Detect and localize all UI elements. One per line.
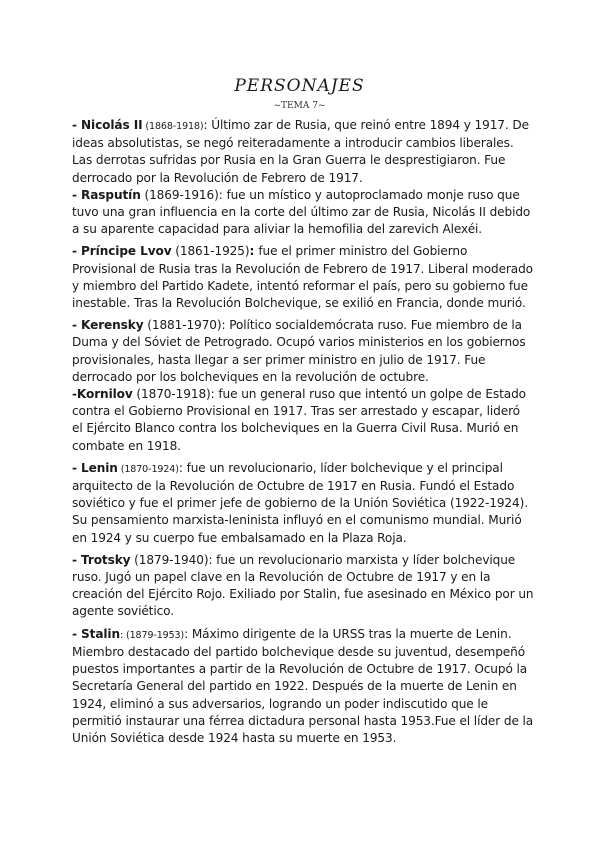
entry-separator: : xyxy=(221,318,230,333)
entry-text: Político socialdemócrata ruso. Fue miembro de la Duma y del Sóviet de Petrogrado. Ocupó varios ministerios en los gobiernos provisionales, hasta llegar a ser primer ministro en julio de 1917. Fue derrocado por los bolcheviques en la revolución de octubre. xyxy=(72,318,526,384)
entry-kerensky xyxy=(72,317,534,386)
entry-name: Rasputín xyxy=(81,187,141,202)
entry-separator: : xyxy=(178,460,187,475)
entry-prefix: - xyxy=(72,244,82,259)
entry-trotsky xyxy=(72,552,534,621)
entry-principe-lvov xyxy=(72,243,534,312)
page-title: PERSONAJES xyxy=(234,76,365,96)
entry-separator: : xyxy=(184,626,192,641)
entry-text: Máximo dirigente de la URSS tras la muerte de Lenin. Miembro destacado del partido bolchevique desde su juventud, desempeñó puestos importantes a partir de la Revolución de Octubre de 1917. Ocupó la Secretaría General del partido en 1922. Después de la muerte de Lenin en 1924, eliminó a sus adversarios, logrando un poder indiscutido que le permitió instaurar una férrea dictadura personal hasta 1953.Fue el líder de la Unión Soviética desde 1924 hasta su muerte en 1953. xyxy=(72,626,534,745)
entry-prefix: - xyxy=(72,118,82,132)
entry-name: Stalin xyxy=(81,626,120,641)
entry-text: fue un revolucionario, líder bolchevique y el principal arquitecto de la Revolución de Octubre de 1917 en Rusia. Fundó el Estado soviético y fue el primer jefe de gobierno de la Unión Soviética (1922-1924). Su pensamiento marxista-leninista influyó en el comunismo mundial. Murió en 1924 y su cuerpo fue embalsamado en la Plaza Roja. xyxy=(72,460,528,545)
entry-separator: : xyxy=(208,552,217,567)
entry-prefix: - xyxy=(72,187,82,202)
document-body xyxy=(72,117,534,747)
entry-dates: (1881-1970) xyxy=(143,318,222,333)
entry-stalin xyxy=(72,626,534,747)
entry-separator: : xyxy=(203,118,212,132)
entry-prefix: - xyxy=(72,626,82,641)
entry-dates: (1868-1918) xyxy=(142,121,204,132)
entry-kornilov xyxy=(72,386,534,455)
entry-prefix: - xyxy=(72,552,82,567)
entry-separator: : xyxy=(249,244,259,259)
entry-text: fue un místico y autoproclamado monje ruso que tuvo una gran influencia en la corte del último zar de Rusia, Nicolás II debido a su aparente capacidad para aliviar la hemofilia del zarevich Alexéi. xyxy=(72,187,531,237)
entry-name: Nicolás II xyxy=(81,118,143,132)
entry-text: fue un general ruso que intentó un golpe de Estado contra el Gobierno Provisional en 1917. Tras ser arrestado y escapar, lideró el Ejército Blanco contra los bolcheviques en la Guerra Civil Rusa. Murió en combate en 1918. xyxy=(72,387,526,453)
entry-dates: (1869-1916) xyxy=(140,187,219,202)
entry-dates: : (1879-1953) xyxy=(119,629,185,641)
entry-lenin xyxy=(72,460,534,547)
entry-prefix: - xyxy=(72,387,77,402)
entry-name: Kerensky xyxy=(81,318,144,333)
entry-name: Príncipe Lvov xyxy=(81,244,172,259)
entry-separator: : xyxy=(210,387,219,402)
entry-rasputin xyxy=(72,187,534,239)
entry-name: Lenin xyxy=(81,460,118,475)
entry-text: fue un revolucionario marxista y líder bolchevique ruso. Jugó un papel clave en la Revolución de Octubre de 1917 y en la creación del Ejército Rojo. Exiliado por Stalin, fue asesinado en México por un agente soviético. xyxy=(72,552,534,619)
entry-name: Trotsky xyxy=(81,552,131,567)
page-subtitle: ~TEMA 7~ xyxy=(273,101,326,111)
entry-dates: (1870-1924) xyxy=(117,463,179,475)
entry-nicolas-ii xyxy=(72,117,534,187)
entry-name: Kornilov xyxy=(76,387,133,402)
entry-text: Último zar de Rusia, que reinó entre 1894 y 1917. De ideas absolutistas, se negó reiteradamente a introducir cambios liberales. Las derrotas sufridas por Rusia en la Gran Guerra le desprestigiaron. Fue derrocado por la Revolución de Febrero de 1917. xyxy=(72,118,529,185)
entry-dates: (1879-1940) xyxy=(130,552,209,567)
entry-dates: (1861-1925) xyxy=(171,244,250,259)
entry-separator: : xyxy=(218,187,227,202)
entry-prefix: - xyxy=(72,460,82,475)
entry-prefix: - xyxy=(72,318,82,333)
entry-dates: (1870-1918) xyxy=(132,387,211,402)
entry-text: fue el primer ministro del Gobierno Provisional de Rusia tras la Revolución de Febrero de 1917. Liberal moderado y miembro del Partido Kadete, intentó reformar el país, pero su gobierno fue inestable. Tras la Revolución Bolchevique, se exilió en Francia, donde murió. xyxy=(72,244,533,311)
